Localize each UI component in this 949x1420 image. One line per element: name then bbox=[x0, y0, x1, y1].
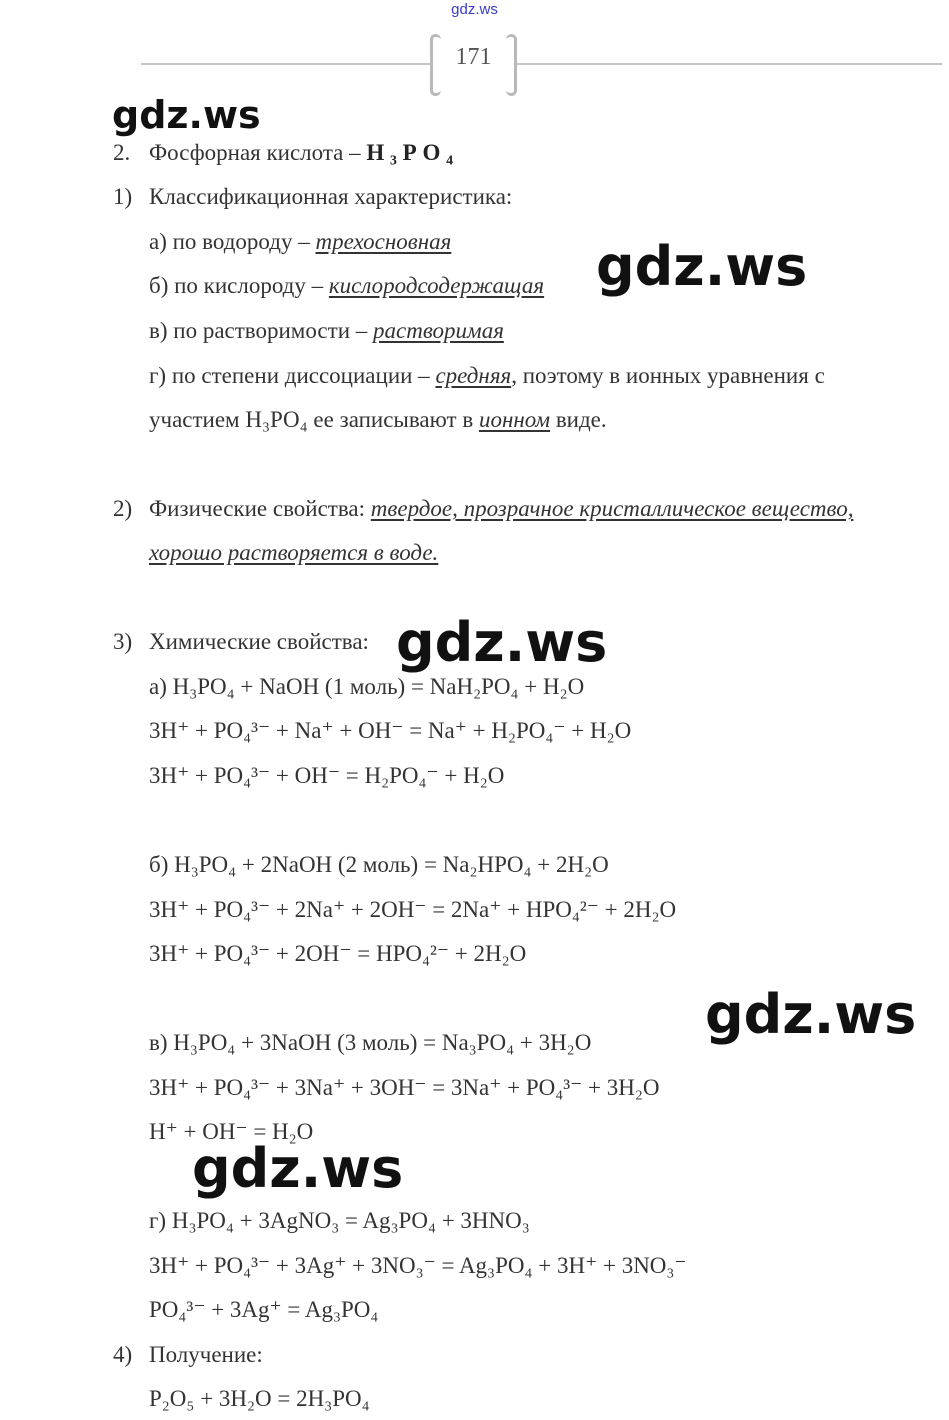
equation-c1: в) H₃PO₄ + 3NaOH (3 моль) = Na₃PO₄ + 3H₂O bbox=[149, 1030, 592, 1055]
physical-line1 bbox=[149, 497, 853, 520]
section-formula: Н ₃ Р О ₄ bbox=[366, 140, 454, 165]
classification-d-rest: , поэтому в ионных уравнения с bbox=[511, 363, 825, 388]
classification-d-line2-value: ионном bbox=[478, 407, 551, 432]
equation-d2: 3H⁺ + PO₄³⁻ + 3Ag⁺ + 3NO₃⁻ = Ag₃PO₄ + 3H⁺ + 3NO₃⁻ bbox=[149, 1253, 687, 1278]
page-number: 171 bbox=[455, 44, 492, 70]
header-rule-right bbox=[517, 63, 942, 65]
equation-d1: г) H₃PO₄ + 3AgNO₃ = Ag₃PO₄ + 3HNO₃ bbox=[149, 1208, 530, 1233]
physical-heading: Физические свойства: bbox=[149, 496, 371, 521]
watermark: gdz.ws bbox=[596, 235, 808, 298]
top-watermark: gdz.ws bbox=[451, 1, 498, 18]
classification-a-value: трехосновная bbox=[315, 229, 452, 254]
page-number-frame bbox=[430, 34, 517, 92]
section-number: 2. bbox=[113, 140, 131, 165]
classification-d-line2-post: виде. bbox=[550, 407, 607, 432]
equation-b1: б) H₃PO₄ + 2NaOH (2 моль) = Na₂HPO₄ + 2H₂O bbox=[149, 852, 609, 877]
physical-line2 bbox=[149, 541, 438, 564]
classification-d-value: средняя bbox=[435, 363, 512, 388]
physical-value-line1: твердое, прозрачное кристаллическое вещество, bbox=[370, 496, 854, 521]
classification-a-label: а) по водороду – bbox=[149, 229, 316, 254]
item-number: 1) bbox=[113, 184, 133, 209]
classification-b-value: кислородсодержащая bbox=[328, 273, 545, 298]
watermark: gdz.ws bbox=[192, 1137, 404, 1200]
item-number: 2) bbox=[113, 496, 133, 521]
classification-c bbox=[149, 319, 504, 342]
section-title-text: Фосфорная кислота – bbox=[149, 140, 367, 165]
classification-heading: Классификационная характеристика: bbox=[149, 184, 513, 209]
watermark: gdz.ws bbox=[112, 93, 261, 137]
classification-c-value: растворимая bbox=[373, 318, 504, 343]
item-number: 3) bbox=[113, 629, 133, 654]
equation-a1: а) H₃PO₄ + NaOH (1 моль) = NaH₂PO₄ + H₂O bbox=[149, 674, 585, 699]
equation-d3: PO₄³⁻ + 3Ag⁺ = Ag₃PO₄ bbox=[149, 1297, 379, 1322]
classification-c-label: в) по растворимости – bbox=[149, 318, 374, 343]
production-equation: P₂O₅ + 3H₂O = 2H₃PO₄ bbox=[149, 1386, 370, 1411]
classification-b-label: б) по кислороду – bbox=[149, 273, 329, 298]
classification-d bbox=[149, 364, 825, 387]
header-rule-left bbox=[141, 63, 430, 65]
equation-c3: H⁺ + OH⁻ = H₂O bbox=[149, 1119, 314, 1144]
classification-a bbox=[149, 230, 451, 253]
classification-d-label: г) по степени диссоциации – bbox=[149, 363, 436, 388]
production-heading: Получение: bbox=[149, 1342, 263, 1367]
equation-c2: 3H⁺ + PO₄³⁻ + 3Na⁺ + 3OH⁻ = 3Na⁺ + PO₄³⁻ + 3H₂O bbox=[149, 1075, 660, 1100]
classification-d-line2 bbox=[149, 408, 607, 431]
equation-a3: 3H⁺ + PO₄³⁻ + OH⁻ = H₂PO₄⁻ + H₂O bbox=[149, 763, 505, 788]
item-number: 4) bbox=[113, 1342, 133, 1367]
equation-b3: 3H⁺ + PO₄³⁻ + 2OH⁻ = HPO₄²⁻ + 2H₂O bbox=[149, 941, 527, 966]
classification-b bbox=[149, 274, 544, 297]
section-title bbox=[149, 141, 453, 164]
equation-a2: 3H⁺ + PO₄³⁻ + Na⁺ + OH⁻ = Na⁺ + H₂PO₄⁻ + H₂O bbox=[149, 718, 632, 743]
equation-b2: 3H⁺ + PO₄³⁻ + 2Na⁺ + 2OH⁻ = 2Na⁺ + HPO₄²⁻ + 2H₂O bbox=[149, 897, 677, 922]
watermark: gdz.ws bbox=[396, 611, 608, 674]
physical-value-line2: хорошо растворяется в воде. bbox=[149, 540, 439, 565]
watermark: gdz.ws bbox=[705, 983, 917, 1046]
classification-d-line2-pre: участием Н₃РО₄ ее записывают в bbox=[149, 407, 479, 432]
chemical-heading: Химические свойства: bbox=[149, 629, 369, 654]
